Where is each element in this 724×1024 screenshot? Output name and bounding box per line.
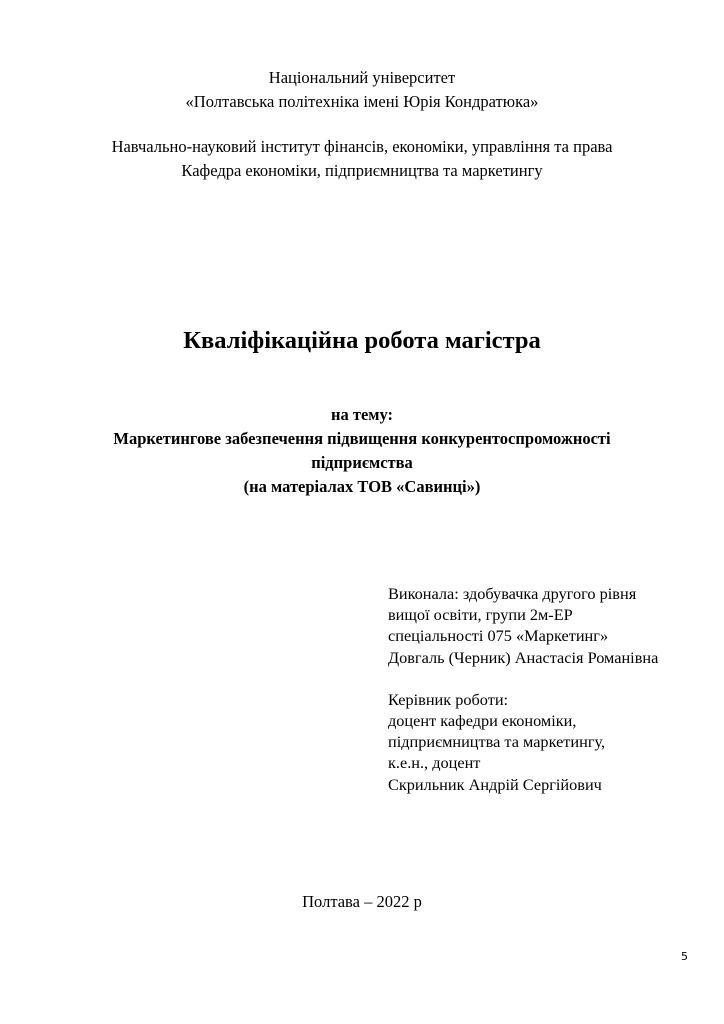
city-year: Полтава – 2022 р [302,892,422,911]
spacer [388,668,658,689]
department-name: Кафедра економіки, підприємництва та маркетингу [181,161,543,180]
theme-line-1: Маркетингове забезпечення підвищення конкурентоспроможності [113,429,611,448]
author-line-3: спеціальності 075 «Маркетинг» [388,626,609,646]
theme-line-3: (на матеріалах ТОВ «Савинці») [243,477,481,496]
supervisor-degree: к.е.н., доцент [388,753,481,773]
page-number: 5 [681,950,688,963]
university-block [0,66,724,114]
supervisor-name: Скрильник Андрій Сергійович [388,774,602,794]
supervisor-line-2: доцент кафедри економіки, [388,711,577,731]
document-title: Кваліфікаційна робота магістра [183,327,541,354]
institute-block [0,135,724,183]
author-line-2: вищої освіти, групи 2м-ЕР [388,605,573,625]
theme-line-2: підприємства [311,453,413,472]
author-line-1: Виконала: здобувачка другого рівня [388,584,637,603]
supervisor-line-3: підприємництва та маркетингу, [388,732,606,752]
author-name: Довгаль (Черник) Анастасія Романівна [388,647,659,667]
theme-label: на тему: [330,405,394,424]
institute-name: Навчально-науковий інститут фінансів, економіки, управління та права [111,137,613,156]
university-name: Національний університет [268,68,456,87]
supervisor-label: Керівник роботи: [388,689,509,709]
university-full-name: «Полтавська політехніка імені Юрія Кондратюка» [185,92,539,111]
theme-block [0,403,724,499]
author-supervisor-block [388,583,658,795]
